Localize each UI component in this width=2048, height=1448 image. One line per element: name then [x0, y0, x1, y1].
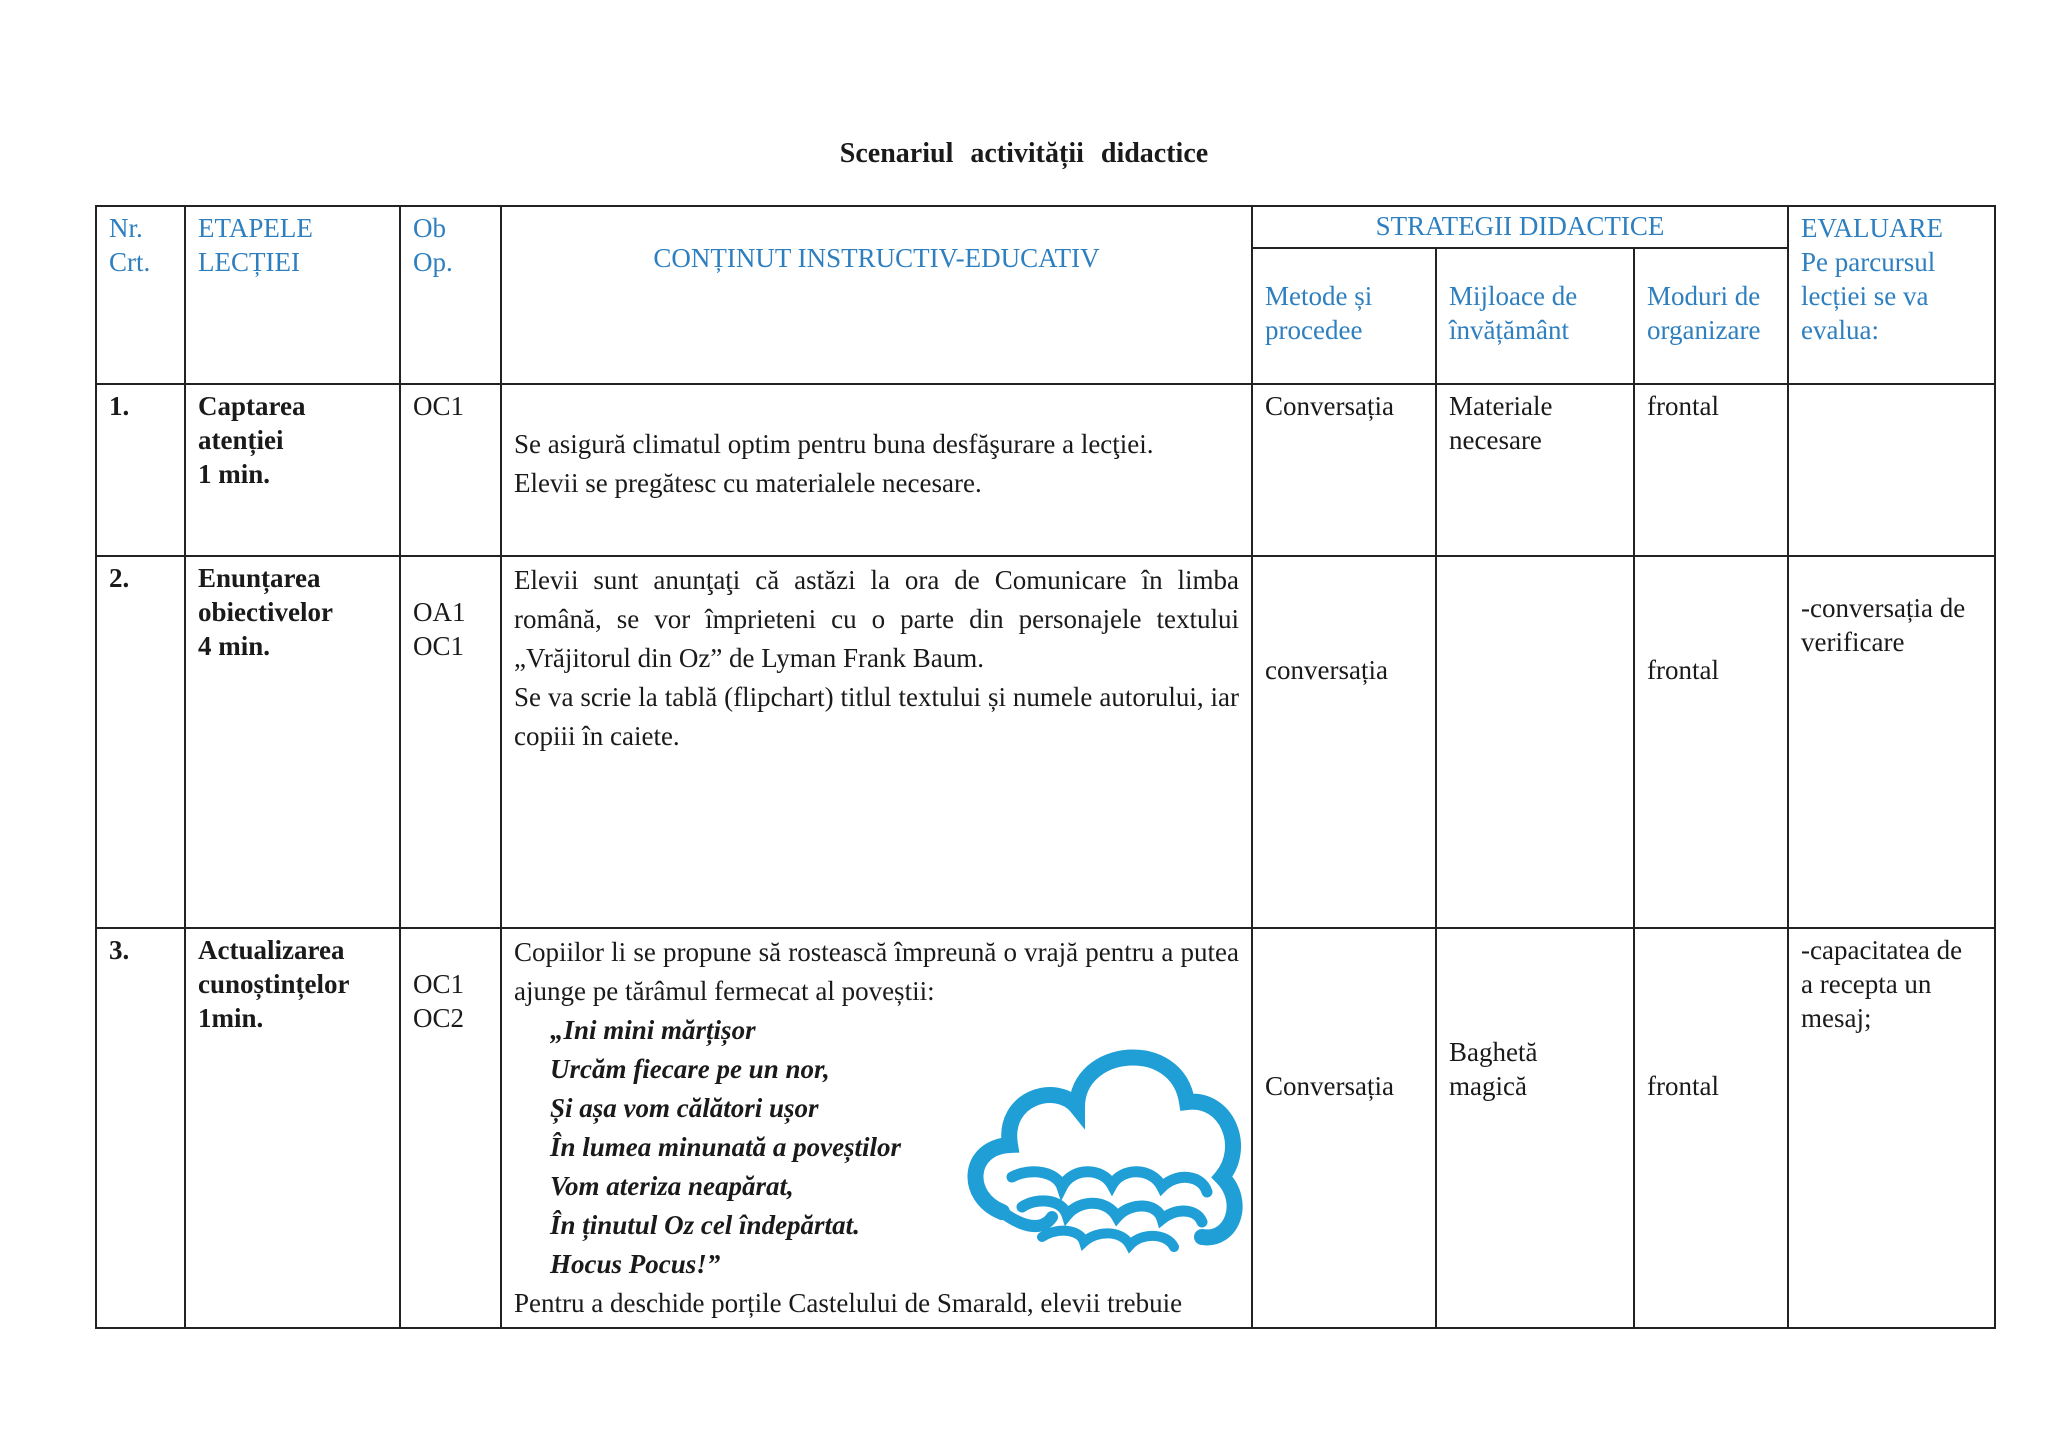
header-ob: Ob Op.: [400, 206, 501, 384]
row-number: 2.: [96, 556, 185, 928]
header-continut: CONȚINUT INSTRUCTIV-EDUCATIV: [501, 206, 1252, 384]
organization-cell: frontal: [1634, 928, 1788, 1328]
organization-cell: frontal: [1634, 556, 1788, 928]
page-title: Scenariul activității didactice: [839, 138, 1209, 169]
spell-poem: „Ini mini mărțișor Urcăm fiecare pe un nor, Și așa vom călători ușor În lumea minunată a poveștilor Vom ateriza neapărat, În ținutul Oz cel îndepărtat. Hocus Pocus!”: [550, 1015, 902, 1279]
cloud-icon: [962, 1027, 1247, 1262]
row-number: 1.: [96, 384, 185, 556]
header-moduri: Moduri de organizare: [1634, 248, 1788, 384]
table-row: [96, 556, 1995, 928]
means-cell: Materiale necesare: [1436, 384, 1634, 556]
evaluation-cell: -capacitatea de a recepta un mesaj;: [1788, 928, 1995, 1328]
stage-cell: Actualizarea cunoștințelor 1min.: [185, 928, 400, 1328]
header-strategii: STRATEGII DIDACTICE: [1252, 206, 1788, 248]
content-cell: Se asigură climatul optim pentru buna desfăşurare a lecţiei. Elevii se pregătesc cu materialele necesare.: [501, 384, 1252, 556]
row-number: 3.: [96, 928, 185, 1328]
header-metode: Metode și procedee: [1252, 248, 1436, 384]
header-etapele: ETAPELE LECȚIEI: [185, 206, 400, 384]
evaluation-cell: [1788, 384, 1995, 556]
stage-cell: Enunțarea obiectivelor 4 min.: [185, 556, 400, 928]
content-cell: Elevii sunt anunţaţi că astăzi la ora de Comunicare în limba română, se vor împrieteni cu o parte din personajele textului „Vrăjitorul din Oz” de Lyman Frank Baum. Se va scrie la tablă (flipchart) titlul textului și numele autorului, iar copiii în caiete.: [501, 556, 1252, 928]
stage-cell: Captarea atenției 1 min.: [185, 384, 400, 556]
methods-cell: Conversația: [1252, 928, 1436, 1328]
objective-cell: OC1 OC2: [400, 928, 501, 1328]
objective-cell: OC1: [400, 384, 501, 556]
lesson-plan-table: [95, 205, 1996, 1329]
evaluation-cell: -conversația de verificare: [1788, 556, 1995, 928]
means-cell: Baghetă magică: [1436, 928, 1634, 1328]
content-cell: Copiilor li se propune să rostească împreună o vrajă pentru a putea ajunge pe tărâmul fermecat al poveștii: „Ini mini mărțișor Urcăm fiecare pe un nor, Și așa vom călători ușor În lumea minunată a poveștilor Vom ateriza neapărat, În ținutul Oz cel îndepărtat. Hocus Pocus!” Pentru a deschide porțile Castelului de Smarald, elevii trebuie: [501, 928, 1252, 1328]
table-row: [96, 384, 1995, 556]
means-cell: [1436, 556, 1634, 928]
header-evaluare: EVALUARE Pe parcursul lecției se va evalua:: [1788, 206, 1995, 384]
organization-cell: frontal: [1634, 384, 1788, 556]
header-nr: Nr. Crt.: [96, 206, 185, 384]
table-row: [96, 928, 1995, 1328]
objective-cell: OA1 OC1: [400, 556, 501, 928]
header-mijloace: Mijloace de învățământ: [1436, 248, 1634, 384]
methods-cell: conversația: [1252, 556, 1436, 928]
methods-cell: Conversația: [1252, 384, 1436, 556]
